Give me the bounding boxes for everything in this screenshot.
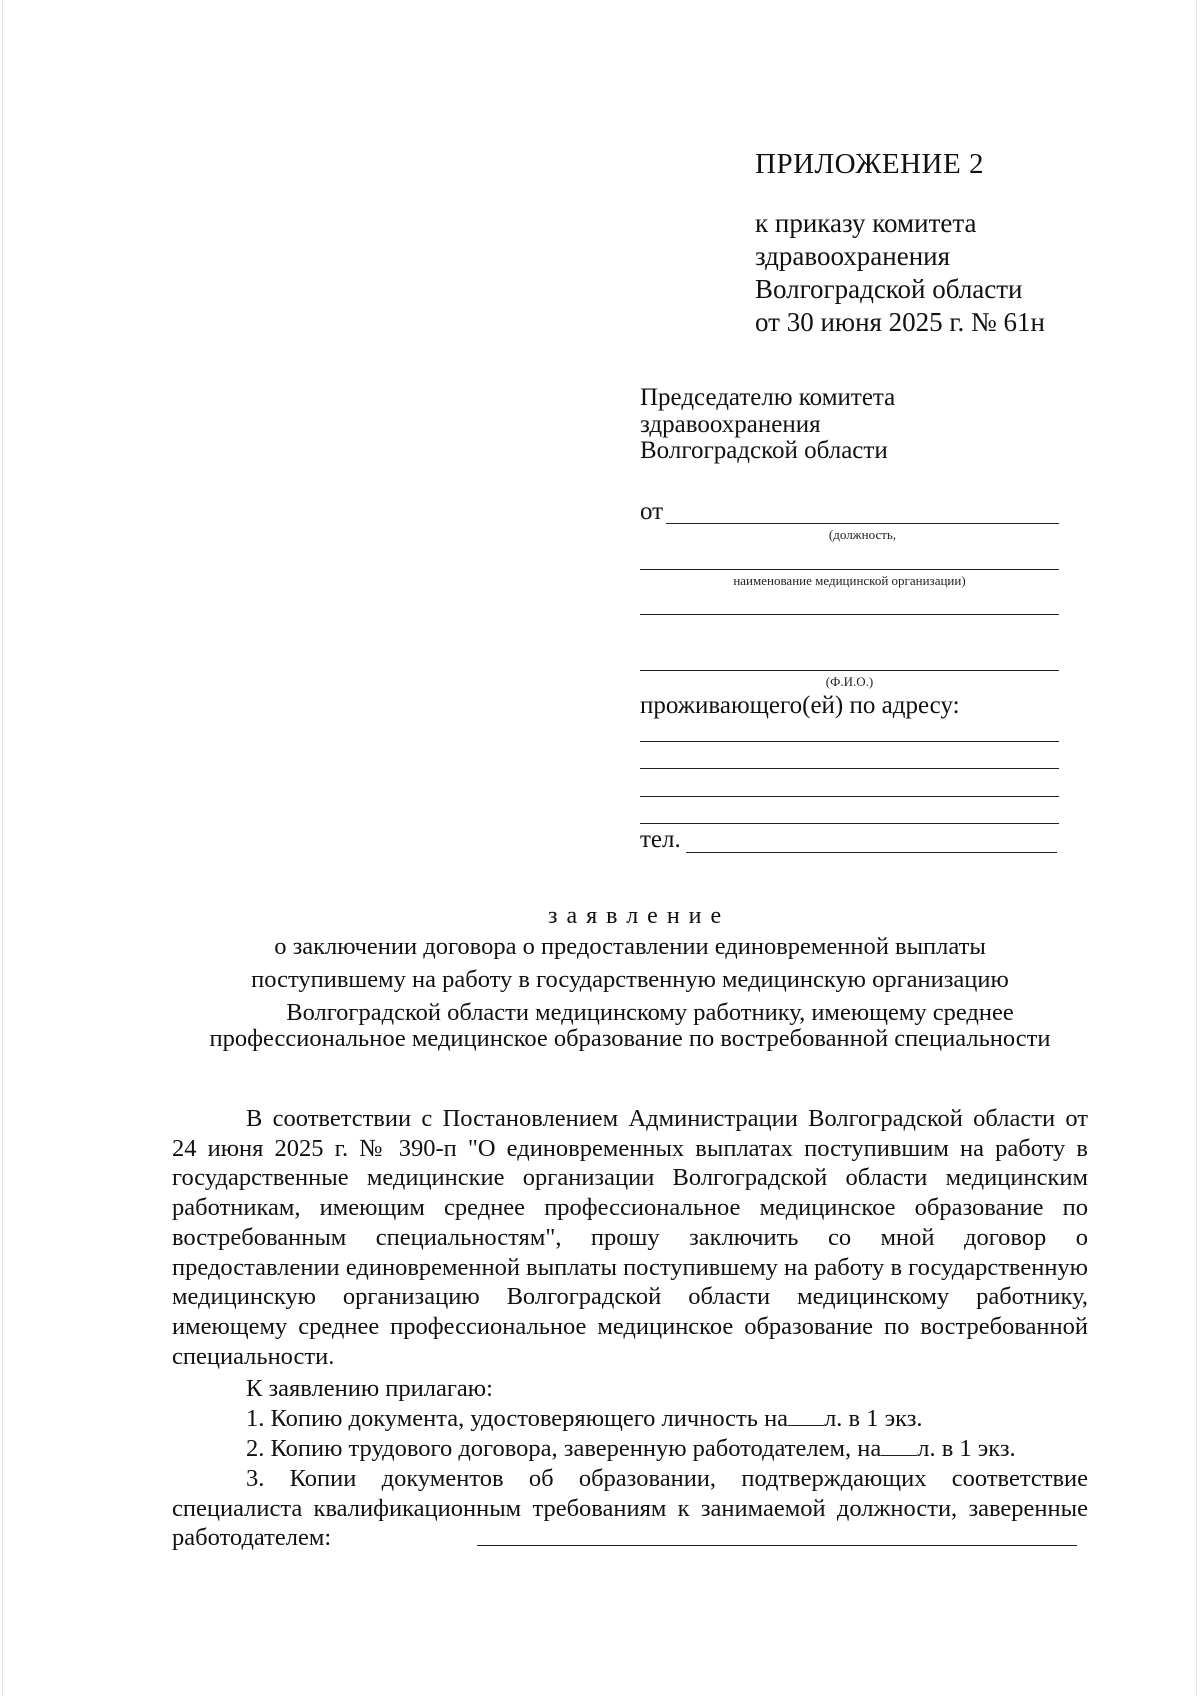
attachment-item-1-suffix: л. в 1 экз. <box>824 1405 923 1432</box>
from-label: от <box>640 498 664 525</box>
attachment-item-2-suffix: л. в 1 экз. <box>917 1435 1016 1462</box>
statement-subject-line: поступившему на работу в государственную медицинскую организацию <box>251 966 1009 993</box>
fio-caption: (Ф.И.О.) <box>825 674 874 689</box>
attachment-item-2-text: 2. Копию трудового договора, заверенную работодателем, на <box>246 1435 882 1462</box>
position-line[interactable] <box>666 523 1059 524</box>
addressee-line: Председателю комитета <box>640 384 896 411</box>
organization-line-2[interactable] <box>640 614 1059 615</box>
statement-subject-line: Волгоградской области медицинскому работнику, имеющему среднее <box>286 999 1014 1026</box>
appendix-line: от 30 июня 2025 г. № 61н <box>755 307 1045 337</box>
statement-subject-line: профессиональное медицинское образование по востребованной специальности <box>209 1025 1051 1052</box>
attachments-intro: К заявлению прилагаю: <box>246 1375 493 1402</box>
addressee-line: Волгоградской области <box>640 437 888 464</box>
item2-pages-blank[interactable] <box>881 1435 917 1456</box>
item1-pages-blank[interactable] <box>788 1405 824 1426</box>
statement-body-paragraph: В соответствии с Постановлением Администрации Волгоградской области от 24 июня 2025 г. № 390-п "О единовременных выплатах поступившим на работу в государственные медицинские организации Волгоградской области медицинским работникам, имеющим среднее профессиональное медицинское образование по востребованным специальностям", прошу заключить со мной договор о предоставлении единовременной выплаты поступившему на работу в государственную медицинскую организацию Волгоградской области медицинскому работнику, имеющему среднее профессиональное медицинское образование по востребованной специальности. <box>172 1105 1088 1370</box>
address-line[interactable] <box>640 741 1059 742</box>
organization-line[interactable] <box>640 569 1059 570</box>
organization-caption: наименование медицинской организации) <box>733 573 966 588</box>
fio-line[interactable] <box>640 670 1059 671</box>
address-line[interactable] <box>640 823 1059 824</box>
address-line[interactable] <box>640 768 1059 769</box>
appendix-line: Волгоградской области <box>755 274 1023 304</box>
statement-subject-line: о заключении договора о предоставлении единовременной выплаты <box>274 933 986 960</box>
scan-edge-left <box>2 0 3 1696</box>
addressee-line: здравоохранения <box>640 411 821 438</box>
phone-label: тел. <box>640 826 681 853</box>
address-line[interactable] <box>640 796 1059 797</box>
attachment-item-1-text: 1. Копию документа, удостоверяющего личность на <box>246 1405 789 1432</box>
education-docs-line[interactable] <box>477 1545 1077 1546</box>
attachment-item-2 <box>172 1434 1088 1464</box>
appendix-line: здравоохранения <box>755 241 951 271</box>
address-label: проживающего(ей) по адресу: <box>640 692 960 719</box>
attachment-item-1 <box>172 1404 1088 1434</box>
attachment-item-3: 3. Копии документов об образовании, подтверждающих соответствие специалиста квалификационным требованиям к занимаемой должности, заверенные работодателем: <box>172 1465 1088 1552</box>
scan-edge-right <box>1196 0 1197 1696</box>
appendix-title: ПРИЛОЖЕНИЕ 2 <box>755 148 984 180</box>
appendix-line: к приказу комитета <box>755 208 977 238</box>
statement-heading: заявление <box>548 903 731 929</box>
phone-line[interactable] <box>686 852 1057 853</box>
position-caption: (должность, <box>828 527 897 542</box>
